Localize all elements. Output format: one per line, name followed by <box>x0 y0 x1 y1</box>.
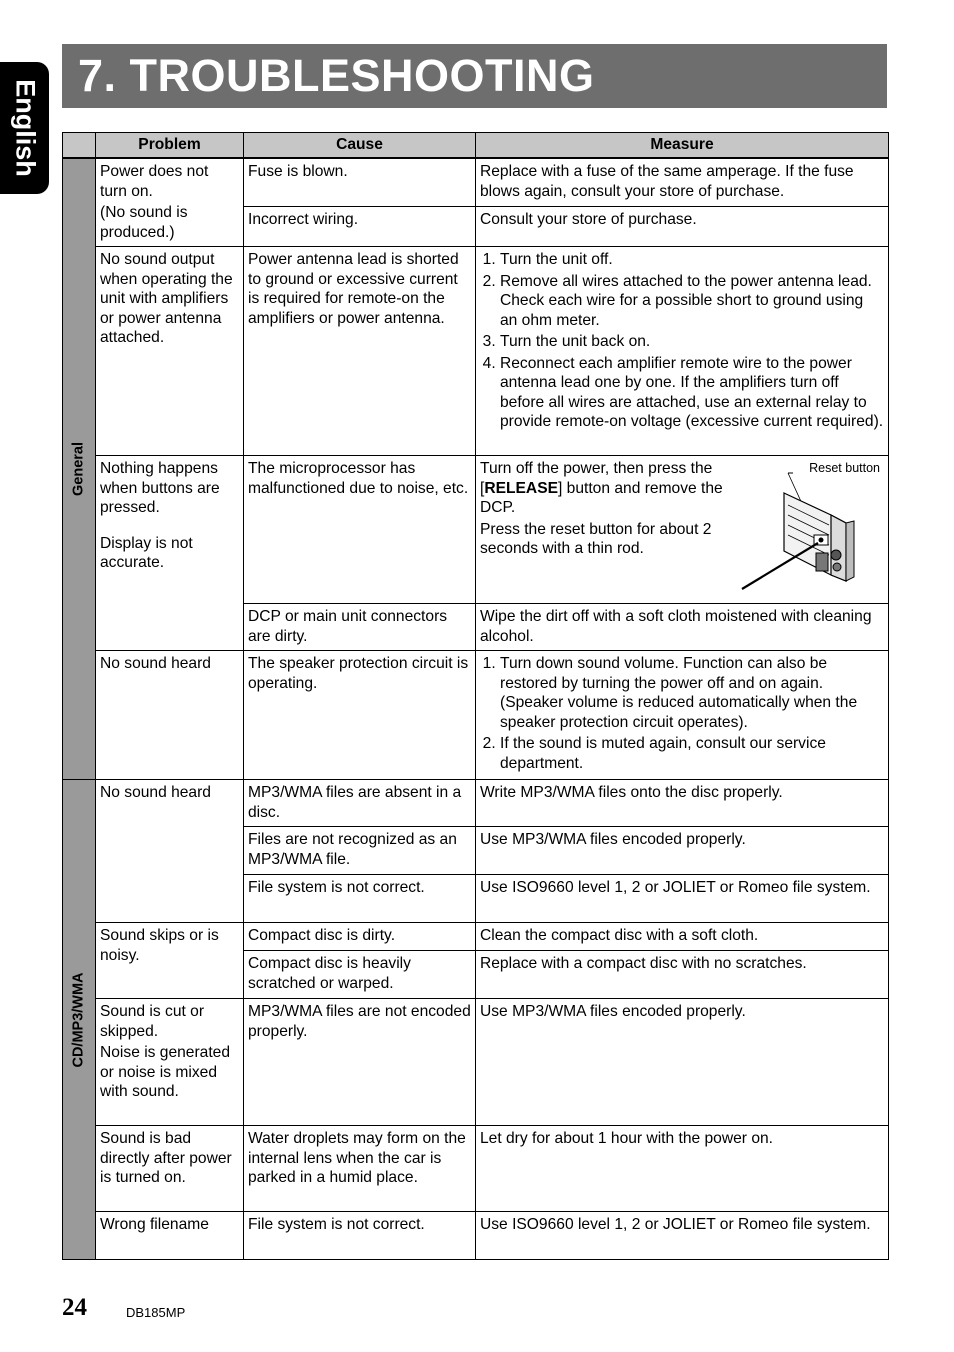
measure-cell: Replace with a fuse of the same amperage. If the fuse blows again, consult your store of purchase. <box>476 158 889 206</box>
problem-text: Sound is cut or skipped. <box>100 1003 205 1040</box>
cause-cell: File system is not correct. <box>244 875 476 923</box>
measure-cell: Use ISO9660 level 1, 2 or JOLIET or Romeo file system. <box>476 875 889 923</box>
language-tab-label: English <box>10 79 40 177</box>
cause-cell: Compact disc is heavily scratched or warped. <box>244 951 476 999</box>
measure-cell: Replace with a compact disc with no scratches. <box>476 951 889 999</box>
problem-cell: Sound skips or is noisy. <box>96 923 244 999</box>
table-row <box>63 1126 889 1212</box>
cause-cell: Compact disc is dirty. <box>244 923 476 951</box>
measure-step: 3. Turn the unit back on. <box>500 332 884 352</box>
text-segment: Turn off the power, then press the [ <box>480 460 713 497</box>
table-row <box>63 158 889 206</box>
measure-cell: Use MP3/WMA files encoded properly. <box>476 827 889 875</box>
cause-cell: File system is not correct. <box>244 1212 476 1260</box>
troubleshooting-table <box>62 132 889 1260</box>
measure-step: 2. If the sound is muted again, consult our service department. <box>500 734 884 773</box>
problem-cell: Sound is bad directly after power is turned on. <box>96 1126 244 1212</box>
measure-cell <box>476 651 889 780</box>
reset-instruction: Press the reset button for about 2 seconds with a thin rod. <box>480 520 712 557</box>
cause-cell: The microprocessor has malfunctioned due to noise, etc. <box>244 456 476 604</box>
cause-cell: The speaker protection circuit is operating. <box>244 651 476 780</box>
cause-cell: Water droplets may form on the internal lens when the car is parked in a humid place. <box>244 1126 476 1212</box>
measure-steps <box>480 654 884 773</box>
header-corner <box>63 133 96 159</box>
measure-cell: Use ISO9660 level 1, 2 or JOLIET or Romeo file system. <box>476 1212 889 1260</box>
reset-button-label: Reset button <box>809 461 880 475</box>
reset-measure <box>480 459 884 599</box>
measure-step: 2. Remove all wires attached to the power antenna lead. Check each wire for a possible short to ground using an ohm meter. <box>500 272 884 331</box>
measure-cell: Consult your store of purchase. <box>476 206 889 246</box>
table-row <box>63 780 889 827</box>
problem-cell <box>96 999 244 1126</box>
category-general-label: General <box>70 442 87 496</box>
measure-cell: Wipe the dirt off with a soft cloth moistened with cleaning alcohol. <box>476 604 889 651</box>
reset-button-illustration-icon <box>736 463 886 595</box>
measure-cell: Use MP3/WMA files encoded properly. <box>476 999 889 1126</box>
cause-cell: DCP or main unit connectors are dirty. <box>244 604 476 651</box>
measure-cell <box>476 456 889 604</box>
reset-instruction <box>480 459 730 518</box>
category-general <box>63 158 96 780</box>
measure-step: 1. Turn the unit off. <box>500 250 884 270</box>
problem-cell <box>96 456 244 651</box>
cause-cell: Incorrect wiring. <box>244 206 476 246</box>
title-bar <box>62 44 887 108</box>
page-number: 24 <box>62 1294 87 1321</box>
release-button-name: RELEASE <box>484 479 558 497</box>
problem-text: Noise is generated or noise is mixed with sound. <box>100 1044 231 1100</box>
language-tab <box>0 62 49 194</box>
cause-cell: Power antenna lead is shorted to ground or excessive current is required for remote-on the amplifiers or power antenna. <box>244 247 476 456</box>
measure-step: 1. Turn down sound volume. Function can also be restored by turning the power off and on again. (Speaker volume is reduced automatically when the speaker protection circuit operates). <box>500 654 884 732</box>
problem-cell: Wrong filename <box>96 1212 244 1260</box>
problem-cell: No sound heard <box>96 780 244 923</box>
text-segment: ] button and remove the DCP. <box>480 479 723 516</box>
problem-cell <box>96 158 244 247</box>
measure-cell: Write MP3/WMA files onto the disc properly. <box>476 780 889 827</box>
cause-cell: MP3/WMA files are not encoded properly. <box>244 999 476 1126</box>
model-number: DB185MP <box>126 1305 186 1320</box>
category-cd-mp3-wma <box>63 780 96 1260</box>
problem-cell: No sound heard <box>96 651 244 780</box>
header-cause: Cause <box>244 133 476 159</box>
problem-text: Display is not accurate. <box>100 534 193 571</box>
cause-cell: Files are not recognized as an MP3/WMA file. <box>244 827 476 875</box>
table-row <box>63 923 889 951</box>
problem-text: Nothing happens when buttons are pressed. <box>100 460 220 516</box>
category-cd-label: CD/MP3/WMA <box>70 971 87 1068</box>
measure-steps <box>480 250 884 432</box>
header-measure: Measure <box>476 133 889 159</box>
measure-cell: Clean the compact disc with a soft cloth. <box>476 923 889 951</box>
table-row <box>63 247 889 456</box>
problem-cell: No sound output when operating the unit with amplifiers or power antenna attached. <box>96 247 244 456</box>
page-title: 7. TROUBLESHOOTING <box>78 50 595 101</box>
reset-text <box>480 459 730 559</box>
table-row <box>63 456 889 604</box>
table-header-row <box>63 133 889 159</box>
table-row <box>63 651 889 780</box>
problem-text: Power does not turn on. <box>100 163 209 200</box>
table-row <box>63 1212 889 1260</box>
measure-step: 4. Reconnect each amplifier remote wire to the power antenna lead one by one. If the amplifiers turn off before all wires are attached, use an external relay to provide remote-on voltage (excessive current required). <box>500 354 884 432</box>
cause-cell: MP3/WMA files are absent in a disc. <box>244 780 476 827</box>
problem-text: (No sound is produced.) <box>100 204 188 241</box>
cause-cell: Fuse is blown. <box>244 158 476 206</box>
measure-cell <box>476 247 889 456</box>
table-row <box>63 999 889 1126</box>
header-problem: Problem <box>96 133 244 159</box>
measure-cell: Let dry for about 1 hour with the power on. <box>476 1126 889 1212</box>
